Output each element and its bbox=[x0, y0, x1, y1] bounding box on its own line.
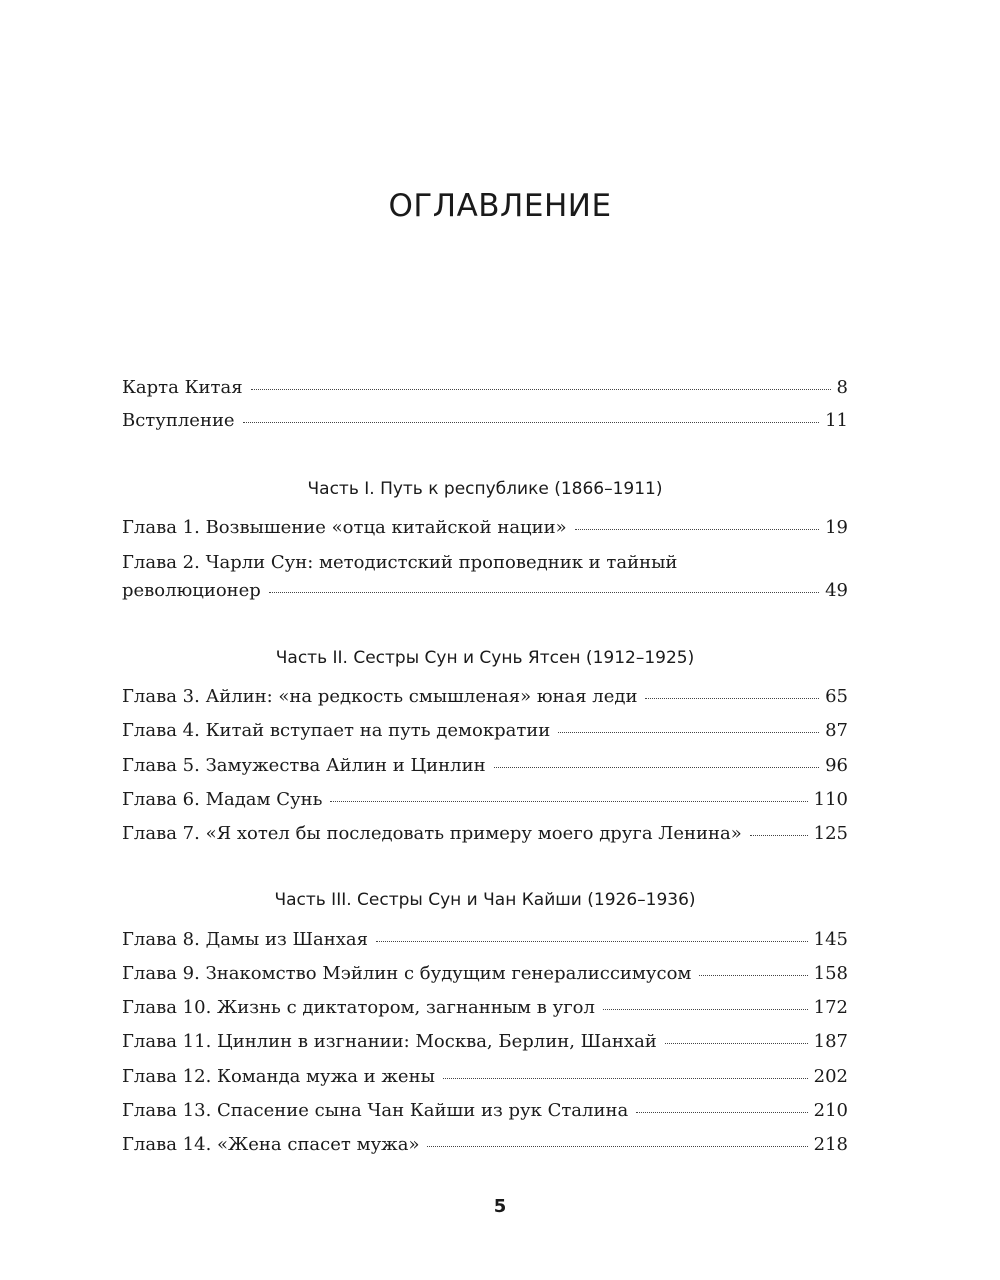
dot-leader bbox=[330, 800, 807, 802]
toc-entry-page: 158 bbox=[813, 963, 848, 984]
toc-entry-page: 11 bbox=[825, 410, 848, 431]
toc-entry-page: 210 bbox=[813, 1100, 848, 1121]
toc-entry-introduction[interactable] bbox=[122, 408, 848, 434]
dot-leader bbox=[243, 421, 820, 423]
toc-entry-title: Глава 10. Жизнь с диктатором, загнанным в угол bbox=[122, 997, 595, 1018]
toc-entry-page: 172 bbox=[813, 997, 848, 1018]
dot-leader bbox=[603, 1008, 808, 1010]
part-heading-1: Часть I. Путь к республике (1866–1911) bbox=[307, 479, 663, 499]
dot-leader bbox=[269, 591, 819, 593]
toc-entry-chapter-4[interactable] bbox=[122, 718, 848, 744]
toc-entry-page: 96 bbox=[825, 755, 848, 776]
dot-leader bbox=[443, 1077, 808, 1079]
toc-entry-title-continued: революционер bbox=[122, 580, 261, 601]
toc-entry-chapter-12[interactable] bbox=[122, 1064, 848, 1090]
dot-leader bbox=[251, 388, 831, 390]
toc-entry-title: Глава 11. Цинлин в изгнании: Москва, Берлин, Шанхай bbox=[122, 1031, 657, 1052]
toc-entry-chapter-5[interactable] bbox=[122, 753, 848, 779]
toc-entry-title: Глава 14. «Жена спасет мужа» bbox=[122, 1134, 420, 1155]
part-heading-3: Часть III. Сестры Сун и Чан Кайши (1926–1936) bbox=[274, 890, 696, 910]
toc-entry-page: 87 bbox=[825, 720, 848, 741]
toc-entry-title: Глава 13. Спасение сына Чан Кайши из рук Сталина bbox=[122, 1100, 629, 1121]
dot-leader bbox=[427, 1145, 807, 1147]
toc-entry-page: 202 bbox=[813, 1066, 848, 1087]
dot-leader bbox=[750, 834, 808, 836]
dot-leader bbox=[494, 766, 820, 768]
toc-entry-page: 125 bbox=[813, 823, 848, 844]
page-number: 5 bbox=[493, 1196, 507, 1217]
toc-entry-title: Карта Китая bbox=[122, 377, 243, 398]
toc-entry-title: Глава 1. Возвышение «отца китайской нации» bbox=[122, 517, 567, 538]
dot-leader bbox=[636, 1111, 807, 1113]
toc-entry-title: Глава 3. Айлин: «на редкость смышленая» юная леди bbox=[122, 686, 638, 707]
part-heading-2: Часть II. Сестры Сун и Сунь Ятсен (1912–1925) bbox=[275, 648, 695, 668]
toc-entry-chapter-6[interactable] bbox=[122, 787, 848, 813]
dot-leader bbox=[575, 528, 819, 530]
toc-entry-page: 218 bbox=[813, 1134, 848, 1155]
toc-entry-title: Глава 7. «Я хотел бы последовать примеру моего друга Ленина» bbox=[122, 823, 742, 844]
toc-entry-title: Глава 12. Команда мужа и жены bbox=[122, 1066, 435, 1087]
toc-entry-title: Глава 8. Дамы из Шанхая bbox=[122, 929, 369, 950]
dot-leader bbox=[376, 940, 808, 942]
toc-entry-title: Глава 4. Китай вступает на путь демократии bbox=[122, 720, 551, 741]
toc-entry-title: Глава 5. Замужества Айлин и Цинлин bbox=[122, 755, 486, 776]
toc-entry-page: 19 bbox=[825, 517, 848, 538]
dot-leader bbox=[645, 697, 819, 699]
dot-leader bbox=[699, 974, 807, 976]
page-title: ОГЛАВЛЕНИЕ bbox=[388, 188, 612, 224]
toc-entry-map[interactable] bbox=[122, 375, 848, 401]
toc-entry-page: 49 bbox=[825, 580, 848, 601]
table-of-contents bbox=[122, 0, 848, 1280]
toc-entry-title: Вступление bbox=[122, 410, 235, 431]
dot-leader bbox=[558, 731, 819, 733]
toc-entry-chapter-13[interactable] bbox=[122, 1098, 848, 1124]
toc-entry-chapter-11[interactable] bbox=[122, 1029, 848, 1055]
toc-entry-page: 187 bbox=[813, 1031, 848, 1052]
toc-entry-chapter-10[interactable] bbox=[122, 995, 848, 1021]
toc-entry-chapter-8[interactable] bbox=[122, 927, 848, 953]
toc-entry-chapter-2[interactable] bbox=[122, 549, 848, 605]
toc-entry-chapter-1[interactable] bbox=[122, 515, 848, 541]
toc-entry-title: Глава 2. Чарли Сун: методистский проповедник и тайный bbox=[122, 552, 678, 573]
toc-entry-page: 8 bbox=[836, 377, 848, 398]
dot-leader bbox=[665, 1042, 808, 1044]
toc-entry-title: Глава 9. Знакомство Мэйлин с будущим генералиссимусом bbox=[122, 963, 692, 984]
toc-entry-chapter-9[interactable] bbox=[122, 961, 848, 987]
toc-entry-chapter-14[interactable] bbox=[122, 1132, 848, 1158]
toc-entry-title: Глава 6. Мадам Сунь bbox=[122, 789, 323, 810]
toc-entry-chapter-7[interactable] bbox=[122, 821, 848, 847]
toc-entry-chapter-3[interactable] bbox=[122, 684, 848, 710]
toc-entry-page: 65 bbox=[825, 686, 848, 707]
toc-entry-page: 145 bbox=[813, 929, 848, 950]
toc-entry-page: 110 bbox=[813, 789, 848, 810]
